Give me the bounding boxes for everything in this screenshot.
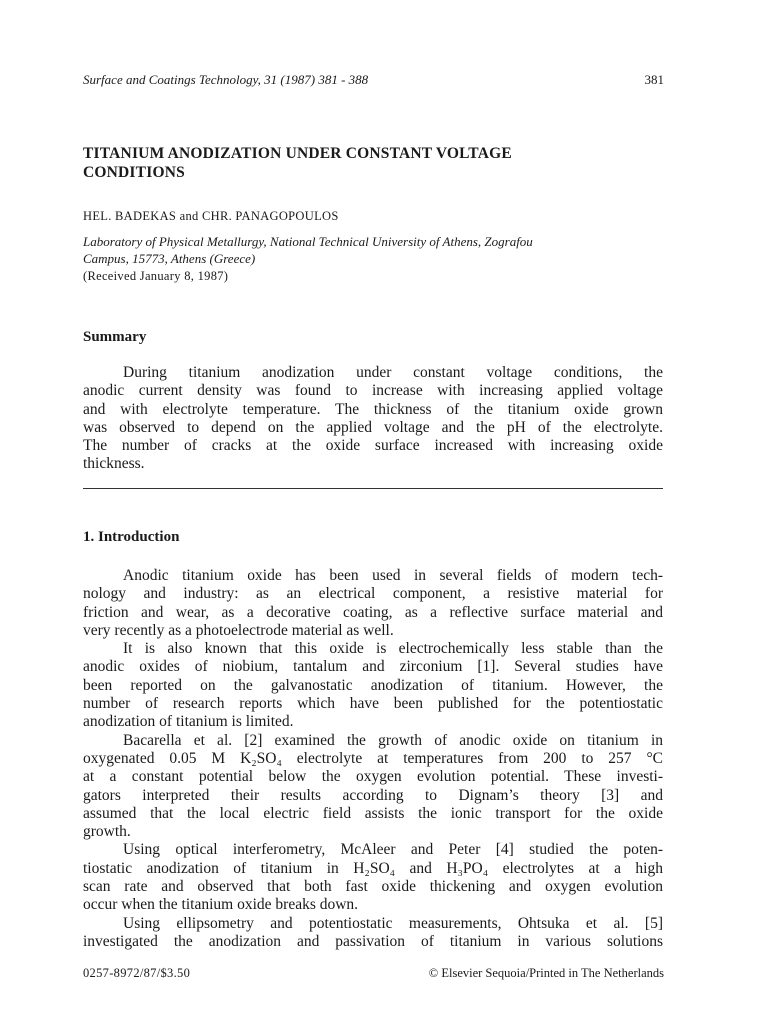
text-line: nology and industry: as an electrical component, a resistive material for [83,585,663,603]
text-line: thickness. [83,455,145,473]
text-line: anodic oxides of niobium, tantalum and zirconium [1]. Several studies have [83,658,663,676]
title-line: CONDITIONS [83,164,185,181]
journal-citation: Surface and Coatings Technology, 31 (1987) 381 - 388 [83,72,369,87]
text-line: tiostatic anodization of titanium in H₂SO₄ and H₃PO₄ electrolytes at a high [83,859,663,877]
text-line: Using ellipsometry and potentiostatic measurements, Ohtsuka et al. [5] [123,914,663,932]
issn-price: 0257-8972/87/$3.50 [83,966,191,980]
text-line: anodic current density was found to increase with increasing applied voltage [83,382,663,400]
affiliation-line: Campus, 15773, Athens (Greece) [83,251,256,266]
text-line: Bacarella et al. [2] examined the growth of anodic oxide on titanium in [123,731,663,749]
text-line: number of research reports which have been published for the potentiostatic [83,695,663,713]
text-line: very recently as a photoelectrode material as well. [83,621,394,639]
authors: HEL. BADEKAS and CHR. PANAGOPOULOS [83,209,339,223]
text-line: The number of cracks at the oxide surface increased with increasing oxide [83,437,663,455]
section-divider [83,488,663,489]
page-number: 381 [644,72,664,87]
text-line: investigated the anodization and passivation of titanium in various solutions [83,932,663,950]
text-line: was observed to depend on the applied voltage and the pH of the electrolyte. [83,418,663,436]
text-line: oxygenated 0.05 M K₂SO₄ electrolyte at temperatures from 200 to 257 °C [83,749,663,767]
text-line: and with electrolyte temperature. The thickness of the titanium oxide grown [83,400,663,418]
text-line: anodization of titanium is limited. [83,713,294,731]
introduction-body [83,567,663,951]
publisher-line: © Elsevier Sequoia/Printed in The Netherlands [428,966,664,980]
received-date: (Received January 8, 1987) [83,269,229,283]
text-line: scan rate and observed that both fast oxide thickening and oxygen evolution [83,878,663,896]
affiliation-line: Laboratory of Physical Metallurgy, National Technical University of Athens, Zografou [83,234,533,249]
introduction-heading: 1. Introduction [83,529,180,545]
title-line: TITANIUM ANODIZATION UNDER CONSTANT VOLTAGE [83,145,512,162]
text-line: assumed that the local electric field assists the ionic transport for the oxide [83,804,663,822]
text-line: growth. [83,823,131,841]
summary-body [83,364,663,474]
text-line: It is also known that this oxide is electrochemically less stable than the [123,640,663,658]
text-line: gators interpreted their results according to Dignam’s theory [3] and [83,786,663,804]
text-line: at a constant potential below the oxygen evolution potential. These investi- [83,768,663,786]
article-title [83,144,643,182]
text-line: Anodic titanium oxide has been used in several fields of modern tech- [123,567,663,584]
text-line: occur when the titanium oxide breaks down. [83,896,359,914]
summary-heading: Summary [83,329,147,345]
text-line: During titanium anodization under constant voltage conditions, the [123,364,663,381]
text-line: Using optical interferometry, McAleer and Peter [4] studied the poten- [123,841,663,859]
text-line: been reported on the galvanostatic anodization of titanium. However, the [83,676,663,694]
text-line: friction and wear, as a decorative coating, as a reflective surface material and [83,603,663,621]
affiliation [83,233,663,267]
